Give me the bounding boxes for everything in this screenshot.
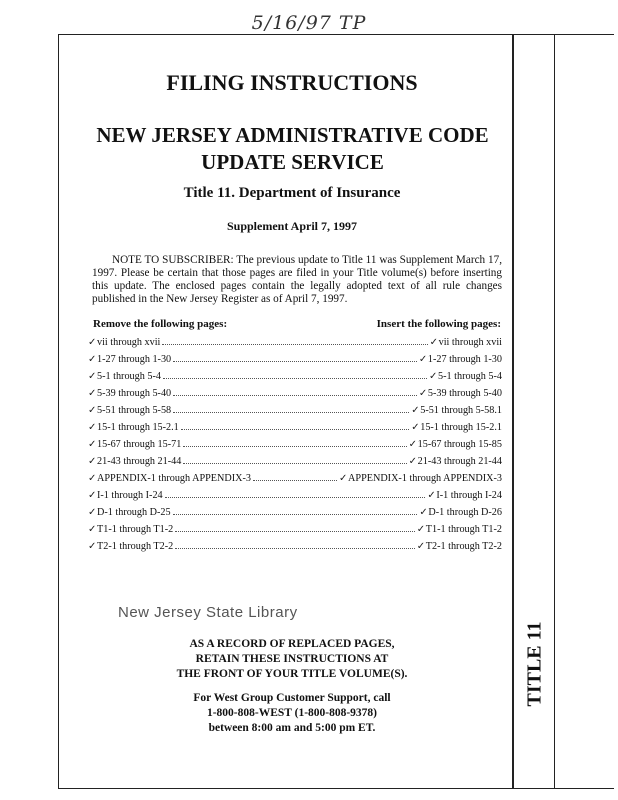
leader-dots [173,350,417,362]
retain-line3: THE FRONT OF YOUR TITLE VOLUME(S). [176,668,408,680]
insert-group [417,538,502,555]
insert-pages: I-1 through I-24 [436,490,502,501]
handwritten-date: 5/16/97 TP [251,12,367,34]
insert-group [419,504,502,521]
list-item [88,537,502,554]
checkmark-icon: ✓ [408,439,418,450]
list-item [88,486,502,503]
checkmark-icon: ✓ [418,388,428,399]
checkmark-icon: ✓ [429,337,438,348]
insert-pages: 5-39 through 5-40 [427,388,502,399]
leader-dots [162,333,427,345]
insert-pages: APPENDIX-1 through APPENDIX-3 [348,473,502,484]
list-item [88,333,502,350]
leader-dots [181,418,409,430]
list-item [88,401,502,418]
page-list [88,333,502,554]
supplement-date: Supplement April 7, 1997 [226,219,358,233]
remove-pages: 5-51 through 5-58 [97,405,172,416]
insert-pages: D-1 through D-26 [428,507,502,518]
library-stamp: New Jersey State Library [118,604,298,621]
remove-pages: D-1 through D-25 [97,507,171,518]
leader-dots [183,435,406,447]
insert-group [409,453,502,470]
insert-pages: 1-27 through 1-30 [427,354,502,365]
insert-group [419,351,502,368]
insert-group [411,419,502,436]
checkmark-icon: ✓ [408,456,418,467]
list-item [88,503,502,520]
retain-line2: RETAIN THESE INSTRUCTIONS AT [195,653,389,665]
support-line1: For West Group Customer Support, call [193,692,391,704]
list-item [88,350,502,367]
list-item [88,520,502,537]
code-heading [60,122,525,176]
tab-label: TITLE 11 [523,621,546,707]
leader-dots [183,452,406,464]
insert-group [409,436,502,453]
remove-pages: APPENDIX-1 through APPENDIX-3 [97,473,251,484]
leader-dots [173,503,418,515]
insert-pages: 15-67 through 15-85 [417,439,502,450]
insert-group [417,521,502,538]
insert-pages: 15-1 through 15-2.1 [420,422,502,433]
insert-group [339,470,502,487]
list-item [88,452,502,469]
checkmark-icon: ✓ [88,354,97,365]
list-item [88,367,502,384]
insert-group [430,334,502,351]
checkmark-icon: ✓ [418,354,428,365]
code-heading-line1: NEW JERSEY ADMINISTRATIVE CODE [96,123,489,147]
support-hours: between 8:00 am and 5:00 pm ET. [208,722,376,734]
page-title: FILING INSTRUCTIONS [166,70,418,95]
list-item [88,435,502,452]
leader-dots [175,520,415,532]
insert-group [429,368,502,385]
insert-pages: 5-51 through 5-58.1 [420,405,502,416]
checkmark-icon: ✓ [88,490,97,501]
checkmark-icon: ✓ [411,422,420,433]
insert-group [411,402,502,419]
insert-group [419,385,502,402]
checkmark-icon: ✓ [88,473,97,484]
remove-pages: I-1 through I-24 [97,490,163,501]
remove-pages: T2-1 through T2-2 [97,541,174,552]
checkmark-icon: ✓ [416,541,426,552]
list-item [88,384,502,401]
retain-instructions [82,637,502,682]
remove-pages: vii through xvii [97,337,161,348]
code-heading-line2: UPDATE SERVICE [201,150,384,174]
remove-pages: 15-1 through 15-2.1 [97,422,179,433]
leader-dots [253,469,337,481]
checkmark-icon: ✓ [88,541,97,552]
list-header [93,318,501,330]
insert-pages: T1-1 through T1-2 [425,524,502,535]
remove-pages: 1-27 through 1-30 [97,354,172,365]
insert-pages: T2-1 through T2-2 [425,541,502,552]
list-item [88,418,502,435]
checkmark-icon: ✓ [88,337,97,348]
checkmark-icon: ✓ [419,507,428,518]
leader-dots [173,384,417,396]
checkmark-icon: ✓ [88,507,97,518]
checkmark-icon: ✓ [88,371,97,382]
checkmark-icon: ✓ [88,524,97,535]
checkmark-icon: ✓ [416,524,426,535]
support-phone: 1-800-808-WEST (1-800-808-9378) [206,707,378,719]
checkmark-icon: ✓ [427,490,436,501]
checkmark-icon: ✓ [411,405,420,416]
insert-pages: 5-1 through 5-4 [438,371,502,382]
leader-dots [173,401,409,413]
leader-dots [165,486,426,498]
remove-pages: T1-1 through T1-2 [97,524,174,535]
leader-dots [163,367,427,379]
subscriber-note: NOTE TO SUBSCRIBER: The previous update to Title 11 was Supplement March 17, 1997. Please be certain that those pages are filed in your Title volume(s) before inserting this update. The enclosed pages contain the legally adopted text of all rule changes published in the New Jersey Register as of April 7, 1997. [92,254,502,305]
leader-dots [175,537,415,549]
insert-group [427,487,502,504]
checkmark-icon: ✓ [88,456,97,467]
customer-support [82,691,502,736]
remove-pages: 15-67 through 15-71 [97,439,182,450]
insert-pages: vii through xvii [438,337,502,348]
remove-pages: 21-43 through 21-44 [97,456,182,467]
insert-pages: 21-43 through 21-44 [417,456,502,467]
checkmark-icon: ✓ [88,388,97,399]
checkmark-icon: ✓ [88,439,97,450]
checkmark-icon: ✓ [429,371,438,382]
retain-line1: AS A RECORD OF REPLACED PAGES, [189,638,395,650]
title-department: Title 11. Department of Insurance [183,185,401,201]
remove-column-header: Remove the following pages: [93,318,228,330]
remove-pages: 5-39 through 5-40 [97,388,172,399]
checkmark-icon: ✓ [339,473,348,484]
remove-pages: 5-1 through 5-4 [97,371,161,382]
insert-column-header: Insert the following pages: [376,318,501,330]
list-item [88,469,502,486]
checkmark-icon: ✓ [88,405,97,416]
checkmark-icon: ✓ [88,422,97,433]
